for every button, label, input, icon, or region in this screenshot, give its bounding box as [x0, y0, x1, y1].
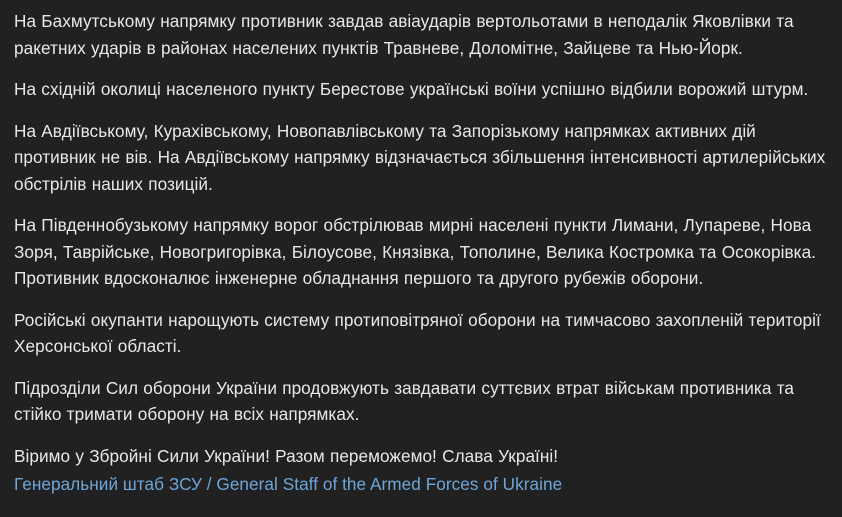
paragraph: На Бахмутському напрямку противник завдав авіаударів вертольотами в неподалік Яковлівки та ракетних ударів в районах населених пунктів Травневе, Доломітне, Зайцеве та Нью-Йорк. [14, 11, 794, 58]
paragraph: Підрозділи Сил оборони України продовжують завдавати суттєвих втрат військам противника та стійко тримати оборону на всіх напрямках. [14, 377, 795, 424]
signature-link[interactable]: Генеральний штаб ЗСУ / General Staff of the Armed Forces of Ukraine [14, 474, 563, 494]
paragraph-slogan: Віримо у Збройні Сили України! Разом переможемо! Слава Україні! [14, 445, 559, 466]
paragraph: На Південнобузькому напрямку ворог обстрілював мирні населені пункти Лимани, Лупареве, Нова Зоря, Таврійське, Новогригорівка, Білоусове, Князівка, Тополине, Велика Костромка та Осокорівка. Противник вдосконалює інженерне обладнання першого та другого рубежів оборони. [14, 215, 817, 288]
paragraph: Російські окупанти нарощують систему протиповітряної оборони на тимчасово захопленій території Херсонської області. [14, 309, 821, 356]
paragraph: На східній околиці населеного пункту Берестове українські воїни успішно відбили ворожий штурм. [14, 79, 809, 99]
paragraph: На Авдіївському, Курахівському, Новопавлівському та Запорізькому напрямках активних дій противник не вів. На Авдіївському напрямку відзначається збільшення інтенсивності артилерійських обстрілів наших позицій. [14, 120, 826, 194]
